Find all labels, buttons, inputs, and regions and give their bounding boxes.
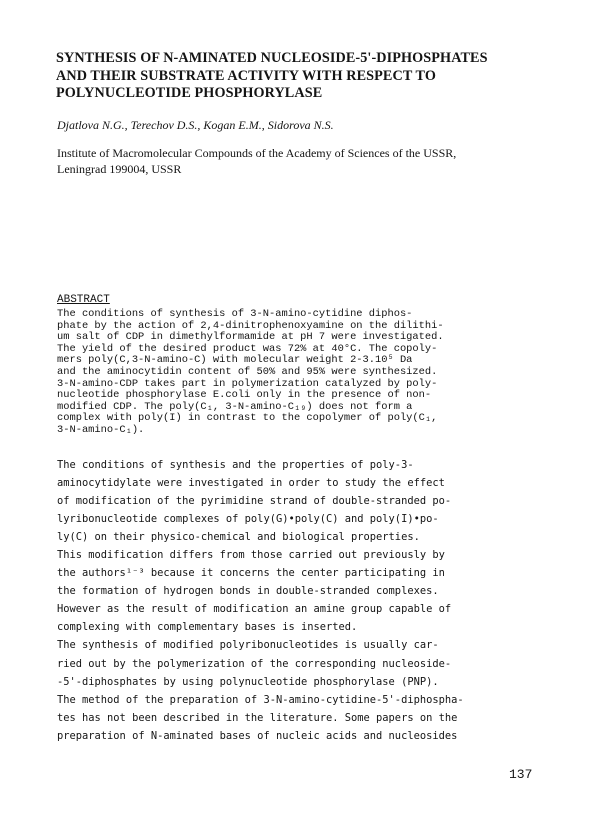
body-line-1: The conditions of synthesis and the properties of poly-3- xyxy=(57,459,414,471)
body-line-14: The method of the preparation of 3-N-amino-cytidine-5'-diphospha- xyxy=(57,693,464,706)
abstract-line-5: mers poly(C,3-N-amino-C) with molecular weight 2-3.10⁵ Da xyxy=(57,354,413,367)
body-line-16: preparation of N-aminated bases of nucleic acids and nucleosides xyxy=(57,729,458,742)
body-line-13: -5'-diphosphates by using polynucleotide phosphorylase (PNP). xyxy=(57,675,439,688)
body-line-12: ried out by the polymerization of the corresponding nucleoside- xyxy=(57,657,452,670)
paper-title xyxy=(56,50,576,103)
affiliation xyxy=(57,146,456,177)
title-line-1: SYNTHESIS OF N-AMINATED NUCLEOSIDE-5'-DIPHOSPHATES xyxy=(56,50,488,66)
abstract-text xyxy=(57,309,537,437)
abstract-line-11: 3-N-amino-C₁). xyxy=(57,423,145,436)
body-line-7: the authors¹⁻³ because it concerns the center participating in xyxy=(57,567,445,580)
abstract-line-6: and the aminocytidin content of 50% and 95% were synthesized. xyxy=(57,365,438,378)
body-line-11: The synthesis of modified polyribonucleotides is usually car- xyxy=(57,639,439,652)
author-list: Djatlova N.G., Terechov D.S., Kogan E.M., Sidorova N.S. xyxy=(57,118,334,132)
abstract-line-10: complex with poly(I) in contrast to the copolymer of poly(C₁, xyxy=(57,412,438,425)
body-line-10: complexing with complementary bases is inserted. xyxy=(57,621,358,634)
body-line-9: However as the result of modification an amine group capable of xyxy=(57,603,452,616)
body-line-8: the formation of hydrogen bonds in double-stranded complexes. xyxy=(57,585,439,598)
abstract-line-2: phate by the action of 2,4-dinitrophenoxyamine on the dilithi- xyxy=(57,319,444,332)
body-line-6: This modification differs from those carried out previously by xyxy=(57,549,445,562)
affiliation-line-1: Institute of Macromolecular Compounds of the Academy of Sciences of the USSR, xyxy=(57,146,457,160)
body-text xyxy=(57,456,557,745)
abstract-line-8: nucleotide phosphorylase E.coli only in the presence of non- xyxy=(57,389,432,402)
abstract-line-3: um salt of CDP in dimethylformamide at pH 7 were investigated. xyxy=(57,331,444,344)
body-line-5: ly(C) on their physico-chemical and biological properties. xyxy=(57,531,420,544)
title-line-2: AND THEIR SUBSTRATE ACTIVITY WITH RESPECT TO xyxy=(56,67,436,84)
abstract-line-4: The yield of the desired product was 72% at 40°C. The copoly- xyxy=(57,342,438,355)
body-line-4: lyribonucleotide complexes of poly(G)•poly(C) and poly(I)•po- xyxy=(57,513,439,526)
abstract-line-1: The conditions of synthesis of 3-N-amino-cytidine diphos- xyxy=(57,308,413,320)
affiliation-line-2: Leningrad 199004, USSR xyxy=(57,161,182,176)
body-line-2: aminocytidylate were investigated in order to study the effect xyxy=(57,477,445,490)
page-number: 137 xyxy=(509,767,533,782)
abstract-heading: ABSTRACT xyxy=(57,294,110,306)
abstract-line-9: modified CDP. The poly(C₁, 3-N-amino-C₁₉) does not form a xyxy=(57,400,413,413)
body-line-3: of modification of the pyrimidine strand of double-stranded po- xyxy=(57,495,452,508)
title-line-3: POLYNUCLEOTIDE PHOSPHORYLASE xyxy=(56,85,323,101)
abstract-line-7: 3-N-amino-CDP takes part in polymerization catalyzed by poly- xyxy=(57,377,438,390)
body-line-15: tes has not been described in the literature. Some papers on the xyxy=(57,711,458,724)
